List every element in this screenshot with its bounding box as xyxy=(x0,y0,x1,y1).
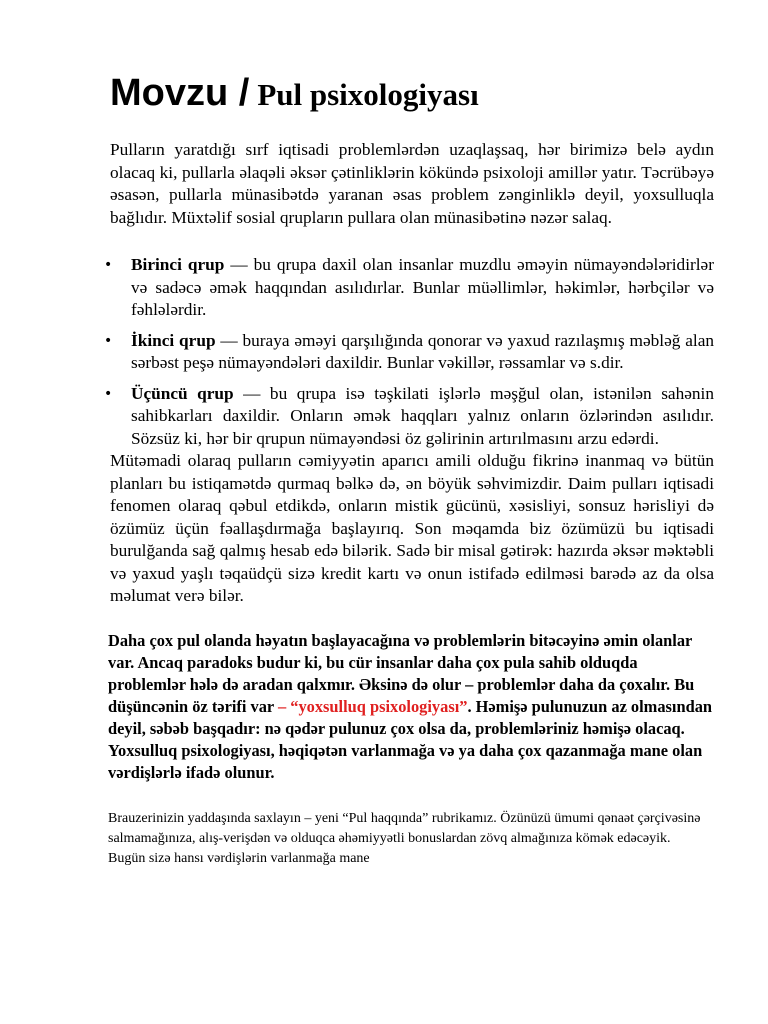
group-description: — bu qrupa isə təşkilati işlərlə məşğul olan, istənilən sahənin sahibkarları daxildir. Onların əmək haqqları yalnız onların özlərindən asılıdır. Sözsüz ki, hər bir qrupun nümayəndəsi öz gəlirinin artırılmasını arzu edərdi. xyxy=(131,383,714,448)
list-item xyxy=(104,330,714,375)
title-prefix: Movzu / xyxy=(110,72,250,114)
title-topic: Pul psixologiyası xyxy=(257,77,479,112)
list-item xyxy=(104,383,714,451)
group-name: İkinci qrup xyxy=(131,330,216,350)
footer-paragraph: Brauzerinizin yaddaşında saxlayın – yeni “Pul haqqında” rubrikamız. Özünüzü ümumi qənaət çərçivəsinə salmamağınıza, alış-verişdən və olduqca əhəmiyyətli bonuslardan zövq almağınıza kömək edəcəyik. Bugün sizə hansı vərdişlərin varlanmağa mane xyxy=(108,810,701,866)
document-page xyxy=(104,72,714,869)
bold-paragraph-part2: . Həmişə pulunuzun az olmasından deyil, səbəb başqadır: nə qədər pulunuz çox olsa da, problemləriniz həmişə olacaq. Yoxsulluq psixologiyası, həqiqətən varlanmağa və ya daha çox qazanmağa mane olan vərdişlərlə ifadə olunur. xyxy=(108,696,713,782)
main-paragraph: Mütəmadi olaraq pulların cəmiyyətin aparıcı amili olduğu fikrinə inanmaq və bütün planları bu istiqamətdə qurmaq bəlkə də, ən böyük səhvimizdir. Daim pulları iqtisadi fenomen olaraq qəbul etdikdə, onların mistik gücünü, xəsisliyi, sonsuz hərisliyi də özümüz üçün fəallaşdırmağa başlayırıq. Son məqamda biz özümüzü bu iqtisadi burulğanda sağ qalmış hesab edə bilərik. Sadə bir misal gətirək: hazırda əksər məktəbli və yaxud yaşlı təqaüdçü sizə kredit kartı və onun istifadə edilməsi barədə az da olsa məlumat verə bilər. xyxy=(110,451,714,605)
bullet-icon: • xyxy=(104,257,113,273)
intro-paragraph: Pulların yaratdığı sırf iqtisadi problemlərdən uzaqlaşsaq, hər birimizə belə aydın olacaq ki, pullarla əlaqəli əksər çətinliklərin kökündə psixoloji amillər yatır. Təcrübəyə əsasən, pullarla münasibətdə yaranan əsas problem zənginliklə deyil, yoxsulluqla bağlıdır. Müxtəlif sosial qrupların pullara olan münasibətinə nəzər salaq. xyxy=(110,140,714,227)
group-name: Üçüncü qrup xyxy=(131,383,234,403)
page-title xyxy=(110,72,714,134)
list-item xyxy=(104,254,714,322)
bullet-icon: • xyxy=(104,332,113,349)
bold-paragraph xyxy=(108,630,712,784)
group-description: — buraya əməyi qarşılığında qonorar və yaxud razılaşmış məbləğ alan sərbəst peşə nümayəndələri daxildir. Bunlar vəkillər, rəssamlar və s.dir. xyxy=(131,330,714,372)
group-list xyxy=(104,254,714,450)
group-description: — bu qrupa daxil olan insanlar muzdlu əməyin nümayəndələridirlər və sadəcə əmək haqqından asılıdırlar. Bunlar müəllimlər, həkimlər, hərbçilər və fəhlələrdir. xyxy=(131,255,714,319)
highlighted-term: – “yoxsulluq psixologiyası” xyxy=(277,696,468,716)
bold-paragraph-part1: Daha çox pul olanda həyatın başlayacağına və problemlərin bitəcəyinə əmin olanlar var. Ancaq paradoks budur ki, bu cür insanlar daha çox pula sahib olduqda problemlər hələ də aradan qalxmır. Əksinə də olur – problemlər daha da çoxalır. Bu düşüncənin öz tərifi var xyxy=(108,630,695,716)
bullet-icon: • xyxy=(104,385,113,402)
group-name: Birinci qrup xyxy=(131,255,225,274)
